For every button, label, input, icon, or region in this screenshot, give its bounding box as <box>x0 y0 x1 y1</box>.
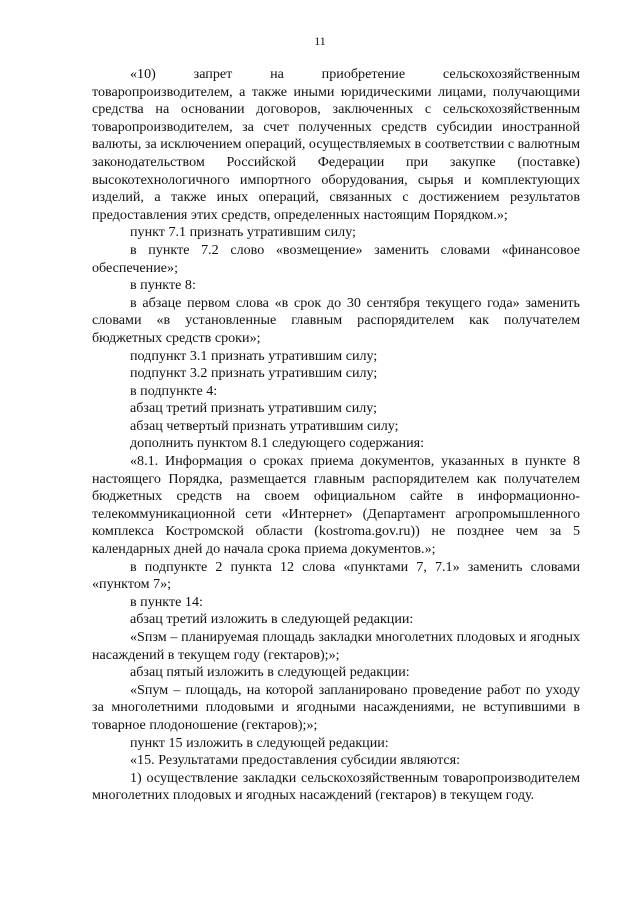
paragraph: абзац третий изложить в следующей редакции: <box>130 611 414 628</box>
paragraph: в подпункте 4: <box>130 382 218 399</box>
paragraph: пункт 15 изложить в следующей редакции: <box>130 734 389 751</box>
document-body <box>92 66 580 805</box>
paragraph: подпункт 3.2 признать утратившим силу; <box>130 365 378 382</box>
paragraph: подпункт 3.1 признать утратившим силу; <box>130 347 378 364</box>
paragraph: 1) осуществление закладки сельскохозяйственным товаропроизводителем многолетних плодовых и ягодных насаждений (гектаров) в текущем году. <box>92 769 580 804</box>
paragraph: в абзаце первом слова «в срок до 30 сентября текущего года» заменить словами «в установленные главным распорядителем как получателем бюджетных средств сроки»; <box>92 294 580 346</box>
paragraph: абзац пятый изложить в следующей редакции: <box>130 664 410 681</box>
paragraph: в подпункте 2 пункта 12 слова «пунктами 7, 7.1» заменить словами «пунктом 7»; <box>92 558 580 593</box>
paragraph: абзац третий признать утратившим силу; <box>130 400 378 417</box>
paragraph: «15. Результатами предоставления субсидии являются: <box>130 752 461 769</box>
paragraph: «8.1. Информация о сроках приема документов, указанных в пункте 8 настоящего Порядка, размещается главным распорядителем как получателем бюджетных средств на своем официальном сайте в информационно-телекоммуникационной сети «Интернет» (Департамент агропромышленного комплекса Костромской области (kostroma.gov.ru)) не позднее чем за 5 календарных дней до начала срока приема документов.»; <box>92 453 580 558</box>
paragraph: «Sпзм – планируемая площадь закладки многолетних плодовых и ягодных насаждений в текущем году (гектаров);»; <box>92 629 580 663</box>
paragraph: дополнить пунктом 8.1 следующего содержания: <box>130 435 425 452</box>
page-number: 11 <box>314 34 326 48</box>
paragraph: абзац четвертый признать утратившим силу; <box>130 417 399 434</box>
paragraph: в пункте 7.2 слово «возмещение» заменить словами «финансовое обеспечение»; <box>92 241 580 276</box>
paragraph: в пункте 14: <box>130 593 203 610</box>
paragraph: «10) запрет на приобретение сельскохозяйственным товаропроизводителем, а также иными юридическими лицами, получающими средства на основании договоров, заключенных с сельскохозяйственным товаропроизводителем, за счет полученных средств субсидии иностранной валюты, за исключением операций, осуществляемых в соответствии с валютным законодательством Российской Федерации при закупке (поставке) высокотехнологичного импортного оборудования, сырья и комплектующих изделий, а также иных операций, связанных с достижением результатов предоставления этих средств, определенных настоящим Порядком.»; <box>92 66 580 223</box>
paragraph: пункт 7.1 признать утратившим силу; <box>130 224 356 241</box>
paragraph: «Sпум – площадь, на которой запланировано проведение работ по уходу за многолетними плодовыми и ягодными насаждениями, не вступившими в товарное плодоношение (гектаров);»; <box>92 681 580 733</box>
paragraph: в пункте 8: <box>130 277 196 294</box>
